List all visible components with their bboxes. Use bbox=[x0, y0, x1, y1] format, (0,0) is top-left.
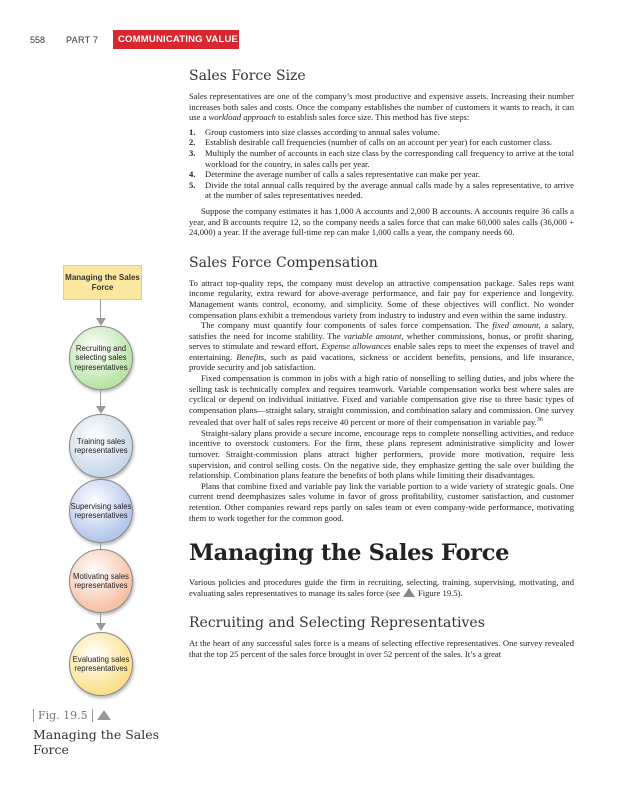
connector-arrow bbox=[96, 623, 106, 631]
triangle-icon bbox=[97, 710, 111, 720]
list-item: 4. Determine the average number of calls a sales representative can make per year. bbox=[189, 169, 481, 180]
figure-caption: Managing the Sales Force bbox=[33, 727, 160, 757]
part-label: PART 7 bbox=[66, 35, 99, 45]
page-number: 558 bbox=[30, 35, 46, 45]
managing-paragraph: Various policies and procedures guide the firm in recruiting, selecting, training, supervising, motivating, and evaluating sales representatives to manage its sales force (see Figure 19.5). bbox=[189, 577, 574, 598]
list-item: 3. Multiply the number of accounts in each size class by the corresponding call frequency to arrive at the total workload for the country, in sales calls per year. bbox=[189, 147, 574, 169]
figure-19-5-diagram bbox=[0, 0, 190, 800]
triangle-icon bbox=[403, 588, 415, 597]
size-example: Suppose the company estimates it has 1,000 A accounts and 2,000 B accounts. A accounts require 36 calls a year, and B accounts require 12, so the company needs a sales force that can make 60,000 sales calls (36,000 + 24,000) a year. If the average full-time rep can make 1,000 calls a year, the company needs 60. bbox=[189, 205, 574, 238]
comp-paragraph-2: The company must quantify four components of sales force compensation. The fixed amount, a salary, satisfies the need for income stability. The variable amount, whether commissions, bonus, or profit sharing, serves to stimulate and reward effort. Expense allowances enable sales reps to meet the expenses of travel and entertaining. Benefits, such as paid vacations, sickness or accident benefits, pensions, and life insurance, provide security and job satisfaction. bbox=[189, 320, 575, 373]
endnote-marker: 36 bbox=[536, 417, 543, 424]
step-supervising: Supervising sales representatives bbox=[69, 479, 133, 543]
list-item: 5. Divide the total annual calls required by the average annual calls made by a sales representative, to arrive at the number of sales representatives needed. bbox=[189, 179, 574, 201]
list-item: 1. Group customers into size classes according to annual sales volume. bbox=[189, 126, 440, 137]
main-text-column bbox=[189, 68, 574, 660]
comp-paragraph-5: Plans that combine fixed and variable pay link the variable portion to a wide variety of strategic goals. One current trend deemphasizes sales volume in favor of gross profitability, customer satisfaction, and customer retention. Other companies reward reps partly on sales team or even company-wide performance, motivating them to work together for the common good. bbox=[189, 480, 574, 523]
comp-paragraph-1: To attract top-quality reps, the company must develop an attractive compensation package. Sales reps want income regularity, extra reward for above-average performance, and fair pay for experience and longevity. Management wants control, economy, and simplicity. Some of these objectives will conflict. No wonder compensation plans exhibit a tremendous variety from industry to industry and even within the same industry. bbox=[189, 277, 574, 320]
connector-arrow bbox=[96, 406, 106, 414]
recruiting-paragraph: At the heart of any successful sales force is a means of selecting effective representatives. One survey revealed that the top 25 percent of the sales force brought in over 52 percent of the sales. It’s a great bbox=[189, 638, 574, 660]
section-heading-recruiting: Recruiting and Selecting Representatives bbox=[189, 615, 485, 632]
step-recruiting: Recruiting and selecting sales representatives bbox=[69, 326, 133, 390]
step-training: Training sales representatives bbox=[69, 414, 133, 478]
diagram-title-box: Managing the Sales Force bbox=[63, 265, 142, 300]
connector-arrow bbox=[96, 318, 106, 326]
comp-paragraph-4: Straight-salary plans provide a secure income, encourage reps to complete nonselling activities, and reduce incentive to overstock customers. For the firm, these plans represent administrative simplicity and lower turnover. Straight-commission plans attract higher performers, provide more motivation, require less supervision, and control selling costs. On the negative side, they emphasize getting the sale over building the relationship. Combination plans feature the benefits of both plans while limiting their disadvantages. bbox=[189, 427, 574, 481]
comp-paragraph-3: Fixed compensation is common in jobs with a high ratio of nonselling to selling duties, and jobs where the selling task is technically complex and requires teamwork. Variable compensation works best where sales are cyclical or depend on individual initiative. Fixed and variable compensation give rise to three basic types of compensation plans—straight salary, straight commission, and combination salary and commission. One survey revealed that over half of sales reps receive 40 percent or more of their compensation in variable pay.$^{36}$ bbox=[189, 373, 574, 428]
part-title-banner: COMMUNICATING VALUE bbox=[113, 30, 239, 49]
section-heading-size: Sales Force Size bbox=[189, 68, 306, 84]
step-evaluating: Evaluating sales representatives bbox=[69, 632, 133, 696]
section-heading-compensation: Sales Force Compensation bbox=[189, 254, 378, 271]
figure-number-text: Fig. 19.5 bbox=[33, 709, 93, 722]
chapter-heading-managing: Managing the Sales Force bbox=[189, 540, 510, 567]
figure-number bbox=[33, 709, 111, 722]
step-motivating: Motivating sales representatives bbox=[69, 549, 133, 613]
workload-steps-list bbox=[189, 127, 574, 201]
list-item: 2. Establish desirable call frequencies (number of calls on an account per year) for each customer class. bbox=[189, 137, 552, 148]
size-intro: Sales representatives are one of the company’s most productive and expensive assets. Increasing their number increases both sales and costs. Once the company establishes the number of customers it wants to reach, it can use a workload approach to establish sales force size. This method has five steps: bbox=[189, 91, 574, 123]
